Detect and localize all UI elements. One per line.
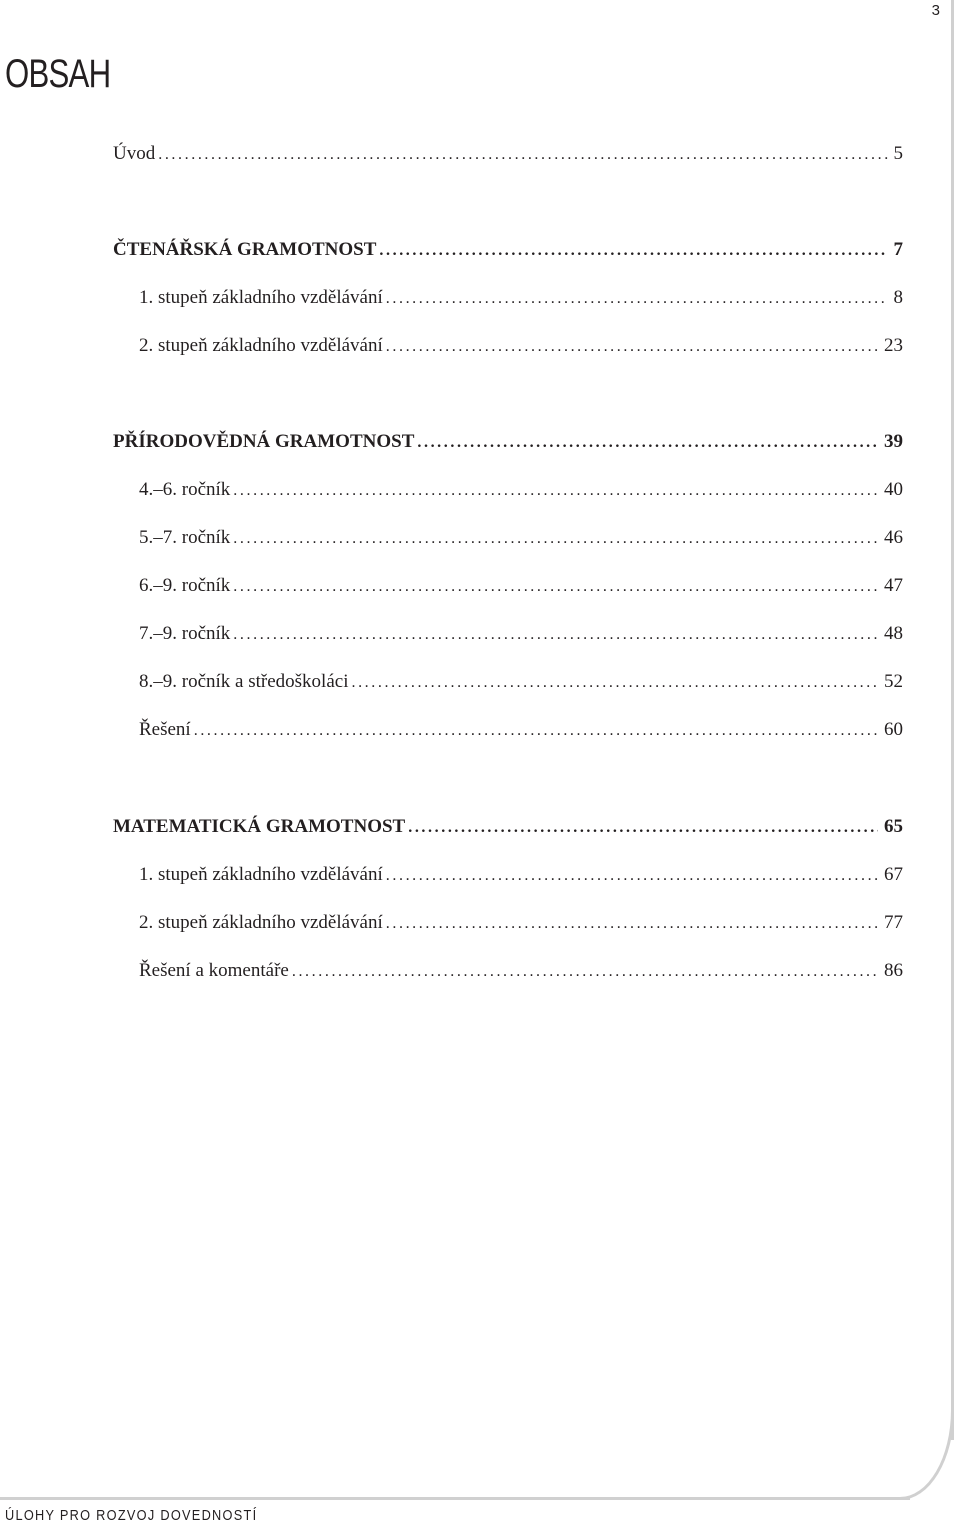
toc-entry-page: 5: [893, 143, 903, 164]
page-frame-line-bottom: [0, 1497, 910, 1500]
toc-entry[interactable]: [139, 959, 903, 984]
dot-leader: [233, 623, 878, 647]
toc-entry-label: 6.–9. ročník: [139, 575, 231, 596]
page-frame-line-right: [951, 0, 954, 1440]
dot-leader: [408, 816, 878, 840]
toc-entry-page: 60: [884, 719, 903, 740]
toc-entry-page: 47: [884, 575, 903, 596]
toc-entry-label: 2. stupeň základního vzdělávání: [139, 335, 383, 356]
toc-section-ctenarska[interactable]: [113, 238, 903, 263]
dot-leader: [194, 719, 878, 743]
dot-leader: [233, 575, 878, 599]
toc-entry-page: 23: [884, 335, 903, 356]
toc-entry[interactable]: [139, 911, 903, 936]
toc-section-label: PŘÍRODOVĚDNÁ GRAMOTNOST: [113, 431, 415, 452]
toc-entry[interactable]: [139, 334, 903, 359]
toc-entry[interactable]: [139, 622, 903, 647]
toc-entry-page: 86: [884, 960, 903, 981]
toc-entry-label: 4.–6. ročník: [139, 479, 231, 500]
toc-section-matematicka[interactable]: [113, 815, 903, 840]
toc-entry[interactable]: [139, 863, 903, 888]
toc-entry-page: 46: [884, 527, 903, 548]
toc-entry-page: 77: [884, 912, 903, 933]
toc-entry-page: 40: [884, 479, 903, 500]
toc-entry-label: 2. stupeň základního vzdělávání: [139, 912, 383, 933]
toc-section-page: 39: [884, 431, 903, 452]
toc-entry-page: 67: [884, 864, 903, 885]
toc-entry-page: 52: [884, 671, 903, 692]
toc-entry-label: 5.–7. ročník: [139, 527, 231, 548]
toc-entry-label: Řešení: [139, 719, 191, 740]
footer-label: ÚLOHY PRO ROZVOJ DOVEDNOSTÍ: [5, 1507, 258, 1524]
toc-entry-page: 8: [893, 287, 903, 308]
toc-entry-page: 48: [884, 623, 903, 644]
toc-entry-uvod[interactable]: [113, 142, 903, 167]
dot-leader: [233, 479, 878, 503]
toc-entry[interactable]: [139, 574, 903, 599]
dot-leader: [292, 960, 878, 984]
toc-entry-label: Řešení a komentáře: [139, 960, 289, 981]
page-title: OBSAH: [5, 52, 111, 96]
toc-section-label: ČTENÁŘSKÁ GRAMOTNOST: [113, 239, 377, 260]
dot-leader: [386, 864, 878, 888]
toc-section-page: 7: [893, 239, 903, 260]
dot-leader: [379, 239, 887, 263]
page-number: 3: [931, 2, 940, 19]
toc-entry-label: 7.–9. ročník: [139, 623, 231, 644]
dot-leader: [417, 431, 878, 455]
toc-entry[interactable]: [139, 286, 903, 311]
dot-leader: [351, 671, 878, 695]
toc-entry-label: 1. stupeň základního vzdělávání: [139, 864, 383, 885]
dot-leader: [158, 143, 887, 167]
toc-entry-label: 1. stupeň základního vzdělávání: [139, 287, 383, 308]
toc-entry[interactable]: [139, 478, 903, 503]
toc-entry-label: Úvod: [113, 143, 156, 164]
toc-entry[interactable]: [139, 526, 903, 551]
toc-entry[interactable]: [139, 718, 903, 743]
toc-section-page: 65: [884, 816, 903, 837]
toc-section-prirodovedna[interactable]: [113, 430, 903, 455]
dot-leader: [386, 912, 878, 936]
dot-leader: [386, 287, 888, 311]
dot-leader: [233, 527, 878, 551]
toc-entry[interactable]: [139, 670, 903, 695]
dot-leader: [386, 335, 878, 359]
toc-entry-label: 8.–9. ročník a středoškoláci: [139, 671, 349, 692]
toc-section-label: MATEMATICKÁ GRAMOTNOST: [113, 816, 406, 837]
